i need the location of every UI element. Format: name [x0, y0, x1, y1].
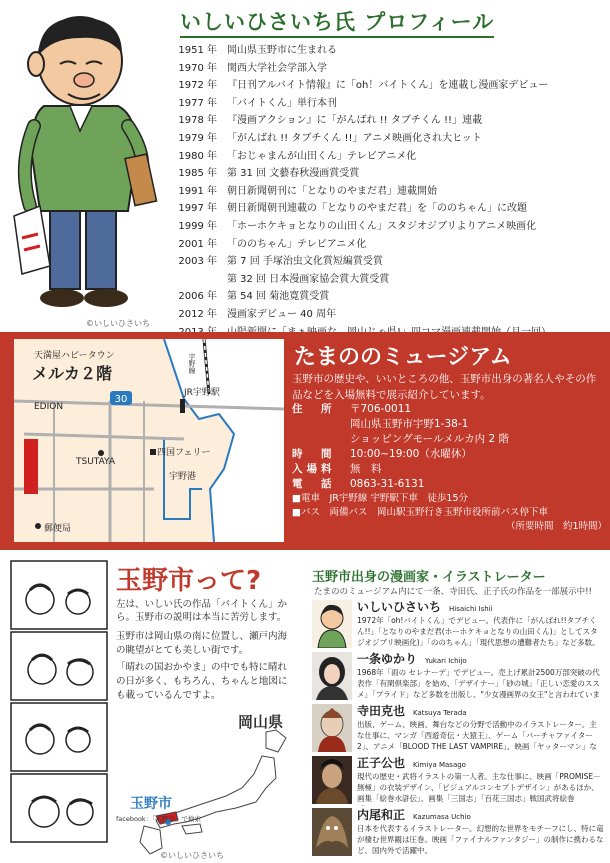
- character-illustration: [10, 6, 170, 311]
- tamano-body: [116, 630, 296, 703]
- map-tsutaya-label: TSUTAYA: [76, 457, 116, 467]
- timeline-event: 『日刊アルバイト情報』に「oh！バイトくん」を連載し漫画家デビュー: [227, 80, 549, 92]
- artist-reading: Yukari Ichijo: [425, 657, 467, 665]
- map-ferry-label: 四国フェリー: [157, 448, 211, 458]
- artist-name-line: [357, 808, 604, 823]
- timeline-event: 『漫画アクション』に「がんばれ !! タブチくん !!」連載: [227, 115, 483, 127]
- artist-text: [357, 652, 604, 702]
- museum-info: [292, 402, 607, 534]
- timeline-row: [172, 165, 602, 183]
- artist-photo-ichijo: [312, 652, 352, 700]
- access-duration: （所要時間 約1時間）: [505, 521, 607, 532]
- japan-map: [116, 728, 302, 856]
- timeline-year: 1951 年: [178, 45, 217, 56]
- artist-reading: Kimiya Masago: [413, 761, 466, 769]
- timeline-row: [172, 306, 602, 324]
- map-post-office-label: 郵便局: [44, 524, 72, 534]
- timeline-event: 「がんばれ !! タブチくん !!」アニメ映画化され大ヒット: [227, 132, 482, 144]
- artist-text: [357, 808, 604, 858]
- museum-title: たまののミュージアム: [294, 345, 512, 370]
- museum-map: [14, 339, 284, 542]
- timeline-year: 1979 年: [178, 132, 217, 144]
- timeline-row: [172, 42, 602, 60]
- okayama-label: 岡山県: [238, 713, 284, 731]
- timeline-year: 1978 年: [178, 115, 217, 127]
- map-station-label: JR宇野駅: [184, 388, 220, 398]
- address-row-2: [292, 417, 607, 432]
- timeline-event: 「ホーホケキョとなりの山田くん」スタジオジブリよりアニメ映画化: [227, 220, 537, 232]
- tamano-intro: 左は、いしい氏の作品「バイトくん」から。玉野市の説明は本当に苦労します。: [116, 599, 288, 623]
- timeline-row: [172, 148, 602, 166]
- phone-label: 電 話: [292, 478, 336, 490]
- tamano-body-1: 玉野市は岡山県の南に位置し、瀬戸内海の眺望がとても美しい街です。: [116, 631, 288, 656]
- timeline-row: [172, 218, 602, 236]
- artist-name-line: [357, 652, 604, 667]
- address-line-1: 〒706-0011: [350, 403, 412, 415]
- hours-value: 10:00~19:00（水曜休）: [350, 448, 472, 460]
- timeline-year: 1972 年: [178, 80, 217, 92]
- museum-description: 玉野市の歴史や、いいところの他、玉野市出身の著名人やその作品などを入場無料で展示紹介しています。: [292, 373, 597, 401]
- timeline-row: [172, 253, 602, 271]
- timeline-row: [172, 77, 602, 95]
- profile-credit: ©いしいひさいち: [86, 319, 150, 328]
- artist-name: 寺田克也: [357, 704, 406, 718]
- timeline-row: [172, 183, 602, 201]
- timeline-row: [172, 130, 602, 148]
- timeline-event: 漫画家デビュー 40 周年: [227, 308, 337, 320]
- hours-row: [292, 447, 607, 462]
- profile-title: いしいひさいち氏 プロフィール: [180, 6, 494, 38]
- map-edion-label: EDION: [34, 402, 64, 412]
- timeline-event: 朝日新聞朝刊連載の「となりのやまだ君」を「ののちゃん」に改題: [227, 203, 527, 215]
- admission-row: [292, 462, 607, 477]
- address-label: 住 所: [292, 403, 336, 415]
- artist-name: いしいひさいち: [357, 600, 442, 614]
- artist-name-line: [357, 600, 604, 615]
- timeline-event: 第 54 回 菊池寛賞受賞: [227, 291, 330, 303]
- map-rail-label: 宇野線: [188, 353, 196, 374]
- timeline-row: [172, 271, 602, 289]
- artist-name: 内尾和正: [357, 808, 406, 822]
- profile-section: [0, 0, 610, 332]
- artists-list: [312, 600, 604, 860]
- artist-desc: 現代の歴史・武将イラストの第一人者。主な仕事に、映画「PROMISE－無極」の衣装デザイン、「ビジュアルコンセプトデザイン」があるほか、画集「絵巻水滸伝」、画集「三国志」「百花三国志」戦国武将絵巻: [357, 772, 601, 803]
- timeline-year: 1977 年: [178, 97, 217, 109]
- timeline-event: 第 7 回 手塚治虫文化賞短編賞受賞: [227, 256, 383, 268]
- phone-value[interactable]: 0863-31-6131: [350, 478, 425, 490]
- timeline-year: [172, 271, 227, 289]
- timeline-row: [172, 200, 602, 218]
- address-spacer-2: [292, 432, 350, 447]
- facebook-search-note[interactable]: facebook：「玉野市」で検索: [116, 815, 201, 823]
- artist-portrait-ishii: [312, 600, 352, 648]
- artist-item: [312, 808, 604, 858]
- map-mall-label: メルカ２階: [32, 364, 113, 383]
- artist-name: 一条ゆかり: [357, 652, 418, 666]
- map-store-label: 天満屋ハピータウン: [34, 351, 115, 361]
- address-spacer: [292, 417, 350, 432]
- hours-label: 時 間: [292, 448, 336, 460]
- timeline-event: 岡山県玉野市に生まれる: [227, 45, 337, 56]
- artist-name-line: [357, 704, 604, 719]
- address-line-2: 岡山県玉野市宇野1-38-1: [350, 418, 469, 430]
- timeline-event: 第 31 回 文藝春秋漫画賞受賞: [227, 168, 360, 180]
- artist-desc: 1972年「oh!バイトくん」でデビュー。代表作に「がんばれ!!タブチくん!!」「となりのやまだ君(ホーホケキョとなりの山田くん)」としてスタジオジブリ映画化)」「ののちゃん」「現代思想の遭難者たち」など多数。: [357, 616, 600, 647]
- artist-reading: Katsuya Terada: [413, 709, 467, 717]
- artists-intro: たまののミュージアム内にて一条、寺田氏、正子氏の作品を一部展示中!!: [314, 587, 592, 597]
- artists-title: 玉野市出身の漫画家・イラストレーター: [312, 570, 546, 585]
- timeline-year: 2006 年: [178, 291, 217, 303]
- tamano-credit: ©いしいひさいち: [160, 851, 224, 860]
- timeline-year: 1970 年: [178, 62, 217, 74]
- artist-item: [312, 756, 604, 806]
- timeline-event: 「ののちゃん」テレビアニメ化: [227, 238, 367, 250]
- tamano-title: 玉野市って?: [116, 566, 262, 596]
- timeline-event: 関西大学社会学部入学: [227, 62, 327, 74]
- address-line-3: ショッピングモールメルカ内 2 階: [350, 433, 509, 445]
- address-row: [292, 402, 607, 417]
- timeline-event: 朝日新聞朝刊に「となりのやまだ君」連載開始: [227, 185, 437, 197]
- artist-text: [357, 756, 604, 806]
- profile-timeline: [172, 42, 602, 341]
- timeline-row: [172, 112, 602, 130]
- timeline-year: 2001 年: [178, 238, 217, 250]
- artist-text: [357, 704, 604, 754]
- timeline-row: [172, 236, 602, 254]
- artist-name: 正子公也: [357, 756, 406, 770]
- timeline-event: 「おじゃまんが山田くん」テレビアニメ化: [227, 150, 417, 162]
- tamano-section: [0, 550, 610, 863]
- timeline-year: 1991 年: [178, 185, 217, 197]
- artist-reading: Hisaichi Ishii: [449, 605, 493, 613]
- access-train: ■電車 JR宇野線 宇野駅下車 徒歩15分: [292, 493, 468, 504]
- tamano-body-2: 「晴れの国おかやま」の中でも特に晴れの日が多く、もちろん、ちゃんと地図にも載っているんですよ。: [116, 662, 288, 701]
- artist-desc: 出版、ゲーム、映画、舞台などの分野で活動中のイラストレーター。主な仕事に、マンガ「西遊奇伝・大猿王」、ゲーム「バーチャファイター2」、アニメ「BLOOD THE LAST VAMPIRE」、映画「ヤッターマン」な: [357, 720, 597, 751]
- artist-item: [312, 600, 604, 650]
- map-port-label: 宇野港: [169, 472, 197, 482]
- timeline-row: [172, 60, 602, 78]
- artist-desc: 1968年「雨の セレナーデ」でデビュー。売上げ累計2500万部突破の代表作「有閑倶楽部」を始め、「デザイナー」「砂の城」「正しい恋愛のススメ」「プライド」など多数を出版し、"少女漫画界の女王"と言われていま: [357, 668, 600, 699]
- timeline-row: [172, 95, 602, 113]
- artist-item: [312, 652, 604, 702]
- artist-name-line: [357, 756, 604, 771]
- museum-section: [0, 332, 610, 550]
- timeline-row: [172, 288, 602, 306]
- artist-item: [312, 704, 604, 754]
- artist-artwork-masago: [312, 756, 352, 804]
- route-number: 30: [114, 394, 128, 405]
- phone-row: [292, 477, 607, 492]
- timeline-year: 1985 年: [178, 168, 217, 180]
- timeline-event: 「バイトくん」単行本刊: [227, 97, 337, 109]
- artist-artwork-uchio: [312, 808, 352, 856]
- tamano-city-label: 玉野市: [130, 796, 172, 812]
- timeline-year: 1980 年: [178, 150, 217, 162]
- comic-strip: [10, 560, 108, 844]
- artist-artwork-terada: [312, 704, 352, 752]
- artist-desc: 日本を代表するイラストレーター。幻想的な世界をモチーフにし、特に竜が棲む世界観は圧巻。映画「ファイナルファンタジー」の制作に携わるなど、国内外で活躍中。: [357, 824, 604, 855]
- timeline-year: 2003 年: [178, 256, 217, 268]
- timeline-year: 1999 年: [178, 220, 217, 232]
- artist-reading: Kazumasa Uchio: [413, 813, 471, 821]
- admission-value: 無 料: [350, 463, 382, 475]
- access-bus: ■バス 両備バス 岡山駅玉野行き玉野市役所前バス停下車: [292, 507, 548, 518]
- admission-label: 入場料: [292, 463, 336, 475]
- address-row-3: [292, 432, 607, 447]
- timeline-event: 第 32 回 日本漫画家協会賞大賞受賞: [227, 273, 390, 285]
- timeline-year: 2012 年: [178, 308, 217, 320]
- artist-text: [357, 600, 604, 650]
- timeline-year: 1997 年: [178, 203, 217, 215]
